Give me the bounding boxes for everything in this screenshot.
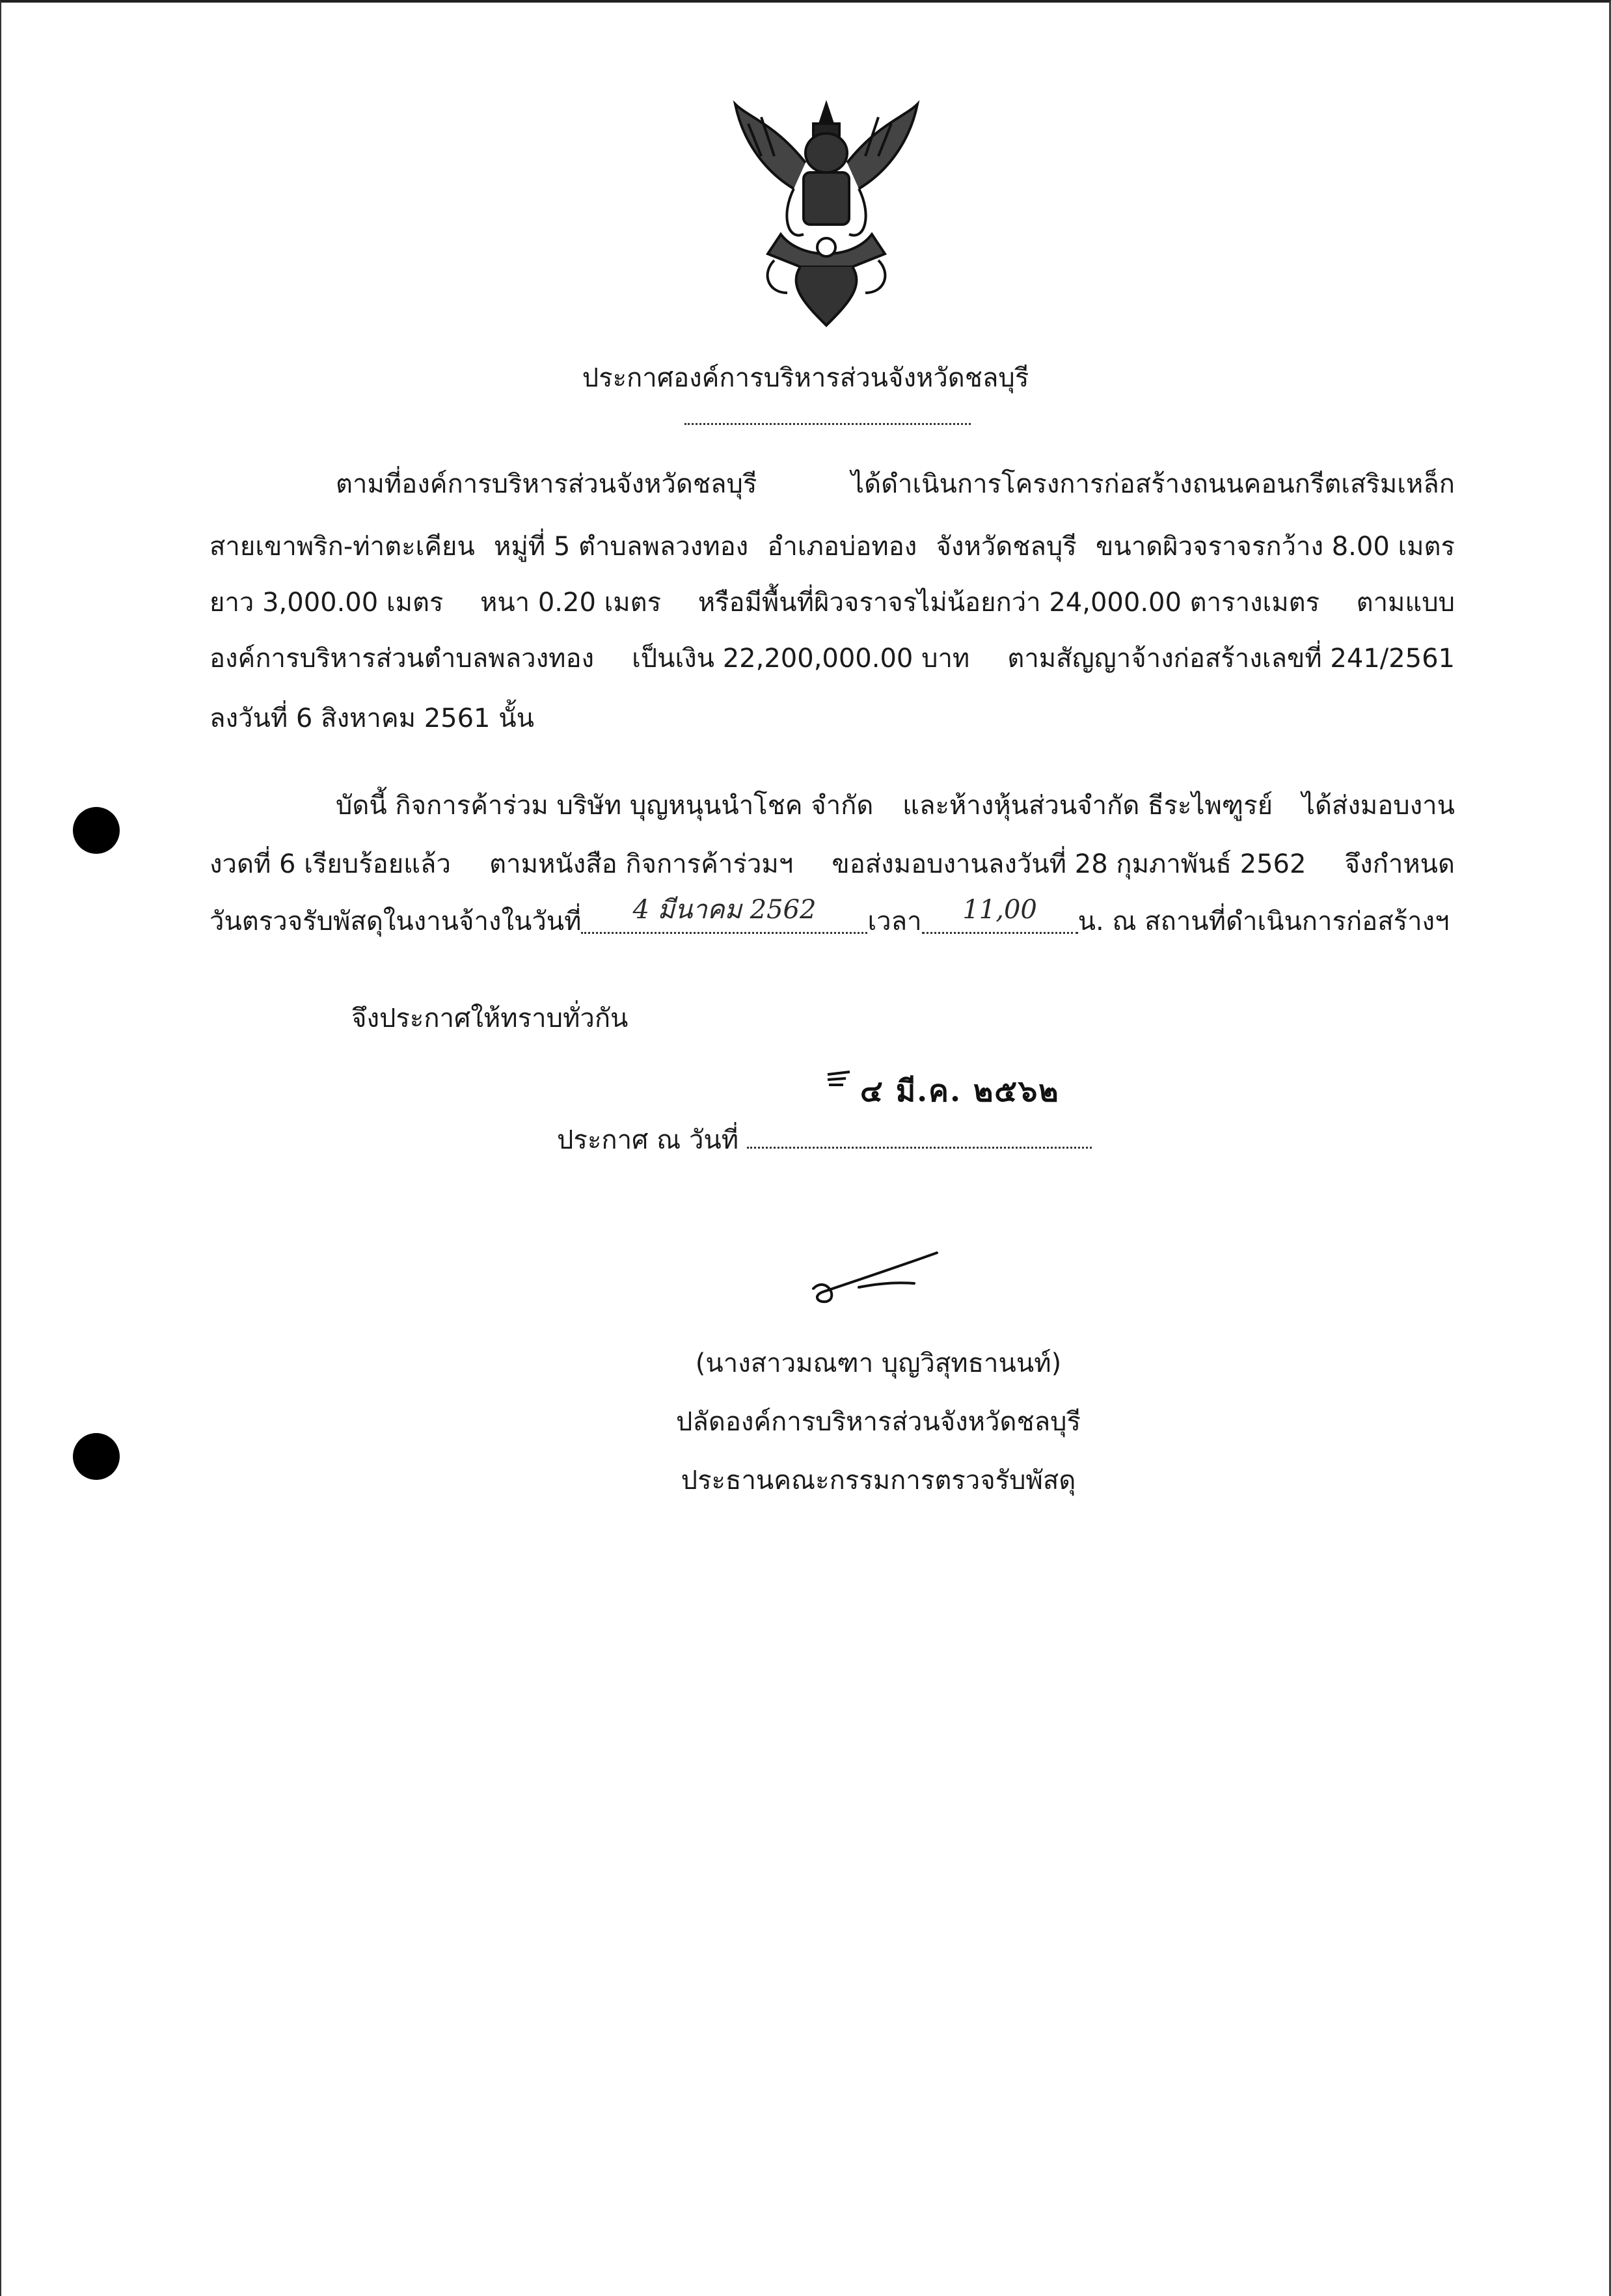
inspection-date-field [581,895,867,934]
paragraph1-line3: ยาว 3,000.00 เมตร หนา 0.20 เมตร หรือมีพื้นที่ผิวจราจรไม่น้อยกว่า 24,000.00 ตารางเมตร ตามแบบ [210,588,1455,618]
inspection-date-line: วันตรวจรับพัสดุในงานจ้างในวันที่ 4 มีนาคม 2562 เวลา 11,00 น. ณ สถานที่ดำเนินการก่อสร้างฯ [210,903,1455,940]
closing-statement: จึงประกาศให้ทราบทั่วกัน [351,1004,629,1033]
garuda-emblem-icon [722,98,930,332]
paragraph2-line2: งวดที่ 6 เรียบร้อยแล้ว ตามหนังสือ กิจการค้าร่วมฯ ขอส่งมอบงานลงวันที่ 28 กุมภาพันธ์ 2562 จึงกำหนด [210,849,1455,879]
title-separator [684,423,971,425]
signatory-name: (นางสาวมณฑา บุญวิสุทธานนท์) [695,1348,1062,1378]
paragraph2-line1: บัดนี้ กิจการค้าร่วม บริษัท บุญหนุนนำโชค จำกัด และห้างหุ้นส่วนจำกัด ธีระไพฑูรย์ ได้ส่งมอบงาน [336,791,1455,821]
handwritten-time: 11,00 [962,895,1037,925]
paragraph1-line4: องค์การบริหารส่วนตำบลพลวงทอง เป็นเงิน 22,200,000.00 บาท ตามสัญญาจ้างก่อสร้างเลขที่ 241/2561 [210,644,1455,674]
inspection-time-field [922,895,1078,934]
issued-date-line: ประกาศ ณ วันที่ [557,1118,1092,1160]
paragraph1-line1: ตามที่องค์การบริหารส่วนจังหวัดชลบุรี ได้ดำเนินการโครงการก่อสร้างถนนคอนกรีตเสริมเหล็ก [336,469,1455,499]
punch-hole-top [73,807,120,854]
stamp-mark-icon [826,1071,852,1090]
punch-hole-bottom [73,1433,120,1480]
announcement-title: ประกาศองค์การบริหารส่วนจังหวัดชลบุรี [582,363,1029,393]
issued-date-field [747,1118,1092,1149]
issued-date-stamp: ๔ มี.ค. ๒๕๖๒ [860,1073,1060,1108]
paragraph1-line5: ลงวันที่ 6 สิงหาคม 2561 นั้น [210,704,534,733]
signatory-position: ปลัดองค์การบริหารส่วนจังหวัดชลบุรี [675,1407,1081,1437]
signatory-role: ประธานคณะกรรมการตรวจรับพัสดุ [681,1466,1076,1496]
handwritten-date: 4 มีนาคม 2562 [632,895,817,925]
paragraph1-line2: สายเขาพริก-ท่าตะเคียน หมู่ที่ 5 ตำบลพลวงทอง อำเภอบ่อทอง จังหวัดชลบุรี ขนาดผิวจราจรกว้าง 8.00 เมตร [210,532,1455,562]
handwritten-signature [800,1237,950,1315]
